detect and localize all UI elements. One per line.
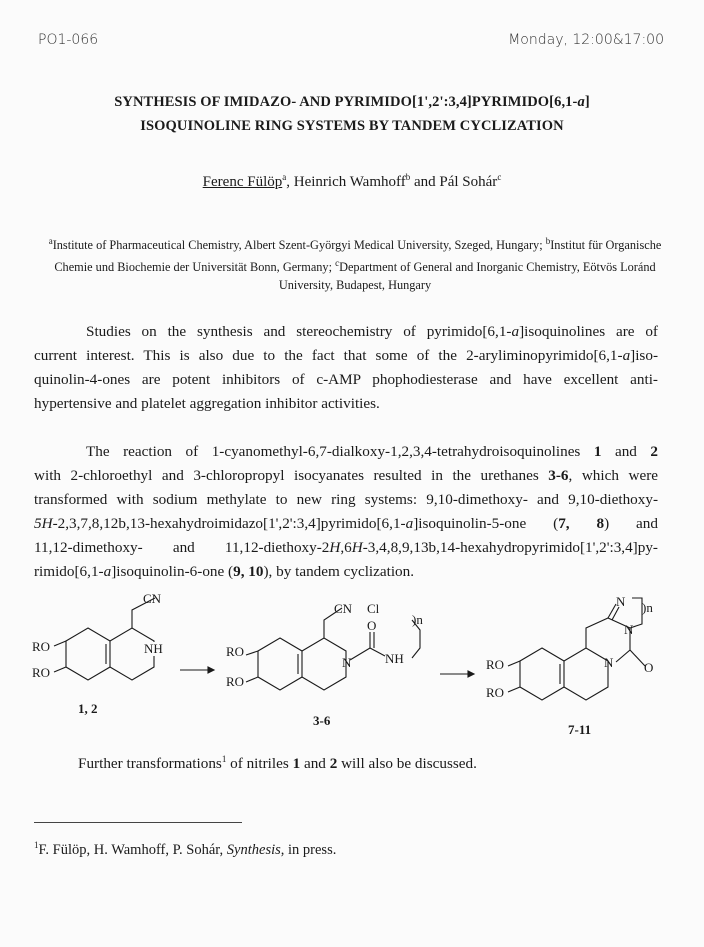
c2-cn: CN: [334, 601, 353, 616]
text-segment: -3,4,8,9,13b,14-hexahydropyrimido[1',2':3,4]py-: [362, 539, 658, 556]
footnote-sup: 1: [34, 840, 39, 850]
author-3-sup: c: [497, 172, 502, 182]
text-line: [34, 560, 658, 584]
text-line: [34, 512, 658, 536]
author-sep: ,: [286, 174, 294, 190]
footnote-journal: Synthesis: [226, 841, 281, 858]
session-time: Monday, 12:00&17:00: [508, 32, 664, 48]
text-line: [34, 536, 658, 560]
compound-1-structure: [32, 591, 166, 716]
c1-cn: CN: [143, 591, 162, 606]
footnote-divider: [34, 822, 242, 823]
affil-c-sup: c: [335, 258, 340, 269]
text-segment: The reaction of 1-cyanomethyl-6,7-dialkoxy-1,2,3,4-tetrahydroisoquinolines: [86, 443, 594, 460]
c2-ro-bottom: RO: [226, 674, 245, 689]
affiliations: [40, 232, 670, 294]
footnote: [34, 840, 336, 859]
text-segment: 9, 10: [233, 563, 264, 580]
text-segment: ]isoquinolin-6-one (: [111, 563, 234, 580]
c2-o: O: [367, 618, 377, 633]
c3-ro-bottom: RO: [486, 685, 505, 700]
further-text: [78, 754, 477, 773]
text-segment: , which were: [568, 467, 658, 484]
c1-ro-bottom: RO: [32, 665, 51, 680]
c1-label: 1, 2: [78, 701, 98, 716]
c3-n-ring: N: [604, 655, 614, 670]
further-post: will also be discussed.: [337, 755, 477, 773]
abstract-code: PO1-066: [38, 32, 99, 48]
text-segment: ) and: [604, 515, 658, 532]
c1-nh: NH: [144, 641, 163, 656]
c3-n-top: N: [616, 594, 626, 609]
text-line: [34, 344, 658, 368]
text-segment: 1: [593, 443, 602, 460]
authors: [0, 172, 704, 191]
text-segment: 5: [34, 515, 42, 532]
text-segment: a: [622, 347, 631, 364]
title-line-2: ISOQUINOLINE RING SYSTEMS BY TANDEM CYCLIZATION: [140, 118, 564, 134]
compound-3-structure: [486, 594, 653, 737]
affil-b: Institut für Organische Chemie und Biochemie der Universität Bonn, Germany;: [54, 238, 662, 275]
c2-n-sub: )n: [412, 612, 423, 627]
text-segment: current interest. This is also due to the fact that some of the 2-aryliminopyrimido[6,1-: [34, 347, 623, 364]
title-line-1: SYNTHESIS OF IMIDAZO- AND PYRIMIDO[1',2':3,4]PYRIMIDO[6,1-a]: [114, 94, 590, 110]
text-segment: a: [405, 515, 414, 532]
reaction-scheme: [20, 590, 680, 740]
c2-label: 3-6: [313, 713, 331, 728]
text-segment: ]isoquinolines are of: [519, 323, 658, 340]
text-segment: transformed with sodium methylate to new ring systems: 9,10-dimethoxy- and 9,10-diethoxy-: [34, 491, 658, 508]
text-line: [34, 464, 658, 488]
further-mid1: of nitriles: [226, 755, 293, 773]
author-2-sup: b: [405, 172, 411, 182]
text-segment: 3-6: [548, 467, 569, 484]
paragraph-2: [34, 440, 658, 584]
text-segment: -2,3,7,8,12b,13-hexahydroimidazo[1',2':3,4]pyrimido[6,1-: [52, 515, 406, 532]
text-segment: Studies on the synthesis and stereochemistry of pyrimido[6,1-: [86, 323, 512, 340]
c3-n-sub: )n: [642, 600, 653, 615]
text-segment: hypertensive and platelet aggregation inhibitor activities.: [34, 395, 380, 412]
text-segment: H: [41, 515, 53, 532]
author-2: Heinrich Wamhoff: [293, 174, 406, 190]
affil-c: Department of General and Inorganic Chemistry, Eötvös Loránd University, Budapest, Hungary: [278, 260, 656, 293]
text-segment: H: [351, 539, 363, 556]
c2-nh: NH: [385, 651, 404, 666]
author-3: Pál Sohár: [439, 174, 498, 190]
author-1: Ferenc Fülöp: [202, 174, 283, 190]
footnote-authors: F. Fülöp, H. Wamhoff, P. Sohár,: [38, 841, 227, 858]
text-segment: ]isoquinolin-5-one (: [413, 515, 559, 532]
affil-b-sup: b: [545, 236, 551, 246]
text-segment: rimido[6,1-: [34, 563, 104, 580]
text-line: [34, 368, 658, 392]
text-segment: ,6: [340, 539, 352, 556]
further-ref-sup: 1: [221, 754, 227, 764]
text-segment: ), by tandem cyclization.: [263, 563, 415, 580]
c3-n-mid: N: [624, 622, 634, 637]
c2-ro-top: RO: [226, 644, 245, 659]
text-segment: and: [601, 443, 651, 460]
further-pre: Further transformations: [78, 755, 222, 773]
text-segment: with 2-chloroethyl and 3-chloropropyl isocyanates resulted in the urethanes: [34, 467, 549, 484]
text-line: [34, 440, 658, 464]
compound-2-structure: [226, 601, 423, 728]
footnote-post: , in press.: [280, 841, 337, 858]
text-segment: 11,12-dimethoxy- and 11,12-diethoxy-2: [34, 539, 330, 556]
author-and: and: [410, 174, 440, 190]
text-segment: ]iso-: [630, 347, 658, 364]
c3-o: O: [644, 660, 654, 675]
further-compound-2: 2: [329, 755, 338, 773]
text-segment: quinolin-4-ones are potent inhibitors of c-AMP phophodiesterase and have excellent anti-: [34, 371, 658, 388]
affil-a: Institute of Pharmaceutical Chemistry, Albert Szent-Györgyi Medical University, Szeged, Hungary;: [52, 238, 546, 253]
text-segment: H: [329, 539, 341, 556]
c2-n: N: [342, 655, 352, 670]
text-segment: a: [103, 563, 112, 580]
author-1-sup: a: [282, 172, 287, 182]
text-segment: 7, 8: [558, 515, 605, 532]
further-compound-1: 1: [292, 755, 301, 773]
text-segment: a: [511, 323, 520, 340]
further-mid2: and: [300, 755, 330, 773]
c3-label: 7-11: [568, 722, 592, 737]
c3-ro-top: RO: [486, 657, 505, 672]
text-line: [34, 320, 658, 344]
text-line: [34, 488, 658, 512]
c2-cl: Cl: [367, 601, 380, 616]
text-segment: 2: [650, 443, 658, 460]
affil-a-sup: a: [48, 236, 53, 246]
c1-ro-top: RO: [32, 639, 51, 654]
paragraph-1: [34, 320, 658, 416]
text-line: [34, 392, 658, 416]
